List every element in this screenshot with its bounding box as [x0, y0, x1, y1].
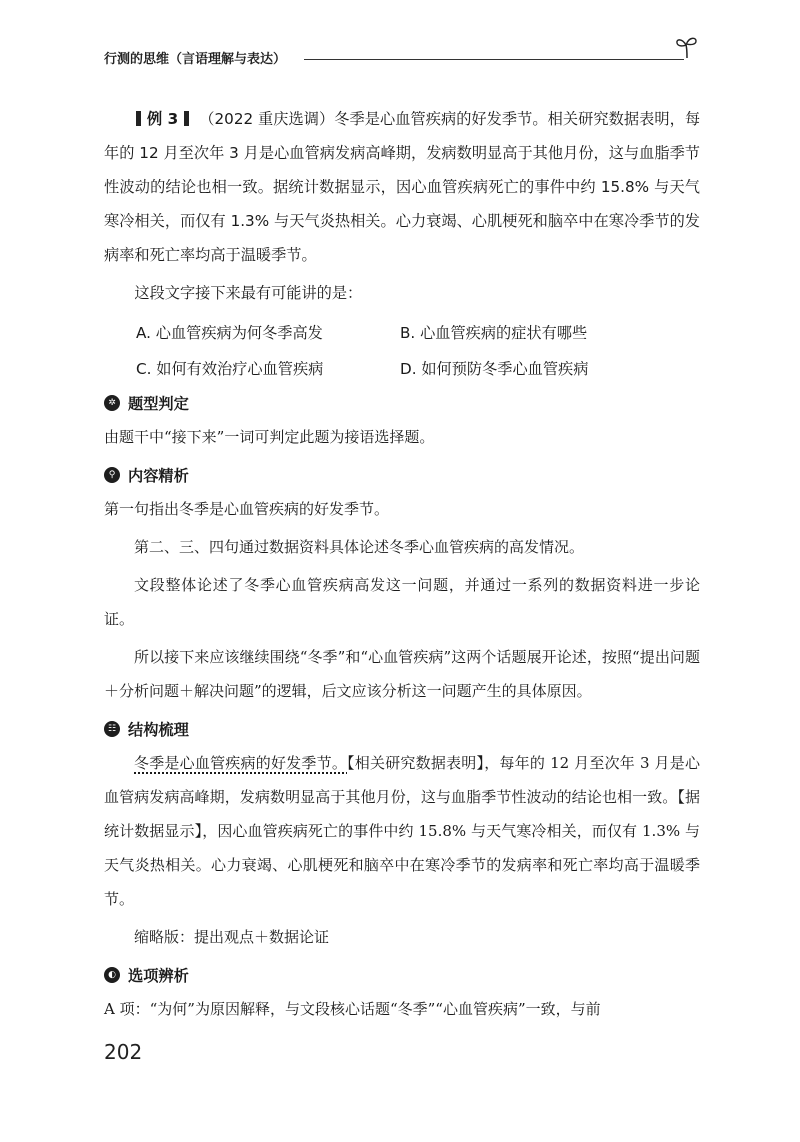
option-c: C. 如何有效治疗心血管疾病: [136, 359, 324, 378]
option-row: [136, 350, 700, 386]
option-list: [136, 314, 700, 386]
options-icon: ◐: [104, 967, 120, 983]
example-marker-right: [184, 111, 189, 126]
section-type-heading: [104, 386, 700, 420]
option-a-analysis: A 项：“为何”为原因解释，与文段核心话题“冬季”“心血管疾病”一致，与前: [104, 1000, 601, 1018]
structure-icon: ☷: [104, 721, 120, 737]
content-paragraph-2: 第二、三、四句通过数据资料具体论述冬季心血管疾病的高发情况。: [134, 538, 585, 556]
structure-rest: 【相关研究数据表明】，每年的 12 月至次年 3 月是心血管病发病高峰期，发病数明显高于其他月份，这与血脂季节性波动的结论也相一致。【据统计数据显示】，因心血管疾病死亡的事件中约 15.8% 与天气寒冷相关，而仅有 1.3% 与天气炎热相关。心力衰竭、心肌梗死和脑卒中在寒冷季节的发病率和死亡率均高于温暖季节。: [104, 754, 700, 908]
question-text: 这段文字接下来最有可能讲的是：: [134, 284, 363, 302]
page-content: [104, 102, 700, 1026]
running-header: [104, 40, 700, 70]
section-options-title: 选项辨析: [128, 966, 189, 985]
option-b: B. 心血管疾病的症状有哪些: [400, 323, 588, 342]
example-paragraph: [104, 102, 700, 272]
section-type-title: 题型判定: [128, 394, 189, 413]
header-title: 行测的思维（言语理解与表达）: [104, 52, 287, 67]
section-structure-title: 结构梳理: [128, 720, 189, 739]
sprout-icon: [674, 34, 700, 60]
section-content-heading: [104, 458, 700, 492]
structure-thesis: 冬季是心血管疾病的好发季节。: [134, 754, 348, 772]
structure-paragraph: [104, 746, 700, 916]
content-paragraph-4: 所以接下来应该继续围绕“冬季”和“心血管疾病”这两个话题展开论述，按照“提出问题＋分析问题＋解决问题”的逻辑，后文应该分析这一问题产生的具体原因。: [104, 648, 700, 700]
section-options-heading: [104, 958, 700, 992]
example-text: （2022 重庆选调）冬季是心血管疾病的好发季节。相关研究数据表明，每年的 12 月至次年 3 月是心血管病发病高峰期，发病数明显高于其他月份，这与血脂季节性波动的结论也相一致。据统计数据显示，因心血管疾病死亡的事件中约 15.8% 与天气寒冷相关，而仅有 1.3% 与天气炎热相关。心力衰竭、心肌梗死和脑卒中在寒冷季节的发病率和死亡率均高于温暖季节。: [104, 110, 701, 264]
section-type-text: 由题干中“接下来”一词可判定此题为接语选择题。: [104, 428, 435, 446]
page-number: 202: [104, 1040, 143, 1064]
option-d: D. 如何预防冬季心血管疾病: [400, 359, 589, 378]
content-paragraph-1: 第一句指出冬季是心血管疾病的好发季节。: [104, 500, 390, 518]
example-marker-left: [136, 111, 141, 126]
header-rule: [304, 59, 684, 60]
option-row: [136, 314, 700, 350]
content-paragraph-3: 文段整体论述了冬季心血管疾病高发这一问题，并通过一系列的数据资料进一步论证。: [104, 576, 700, 628]
section-structure-heading: [104, 712, 700, 746]
option-a: A. 心血管疾病为何冬季高发: [136, 323, 323, 342]
magnifier-icon: ⚲: [104, 467, 120, 483]
structure-summary: 缩略版：提出观点＋数据论证: [134, 928, 330, 946]
example-label: 例 3: [147, 110, 179, 128]
gear-icon: ✲: [104, 395, 120, 411]
section-content-title: 内容精析: [128, 466, 189, 485]
